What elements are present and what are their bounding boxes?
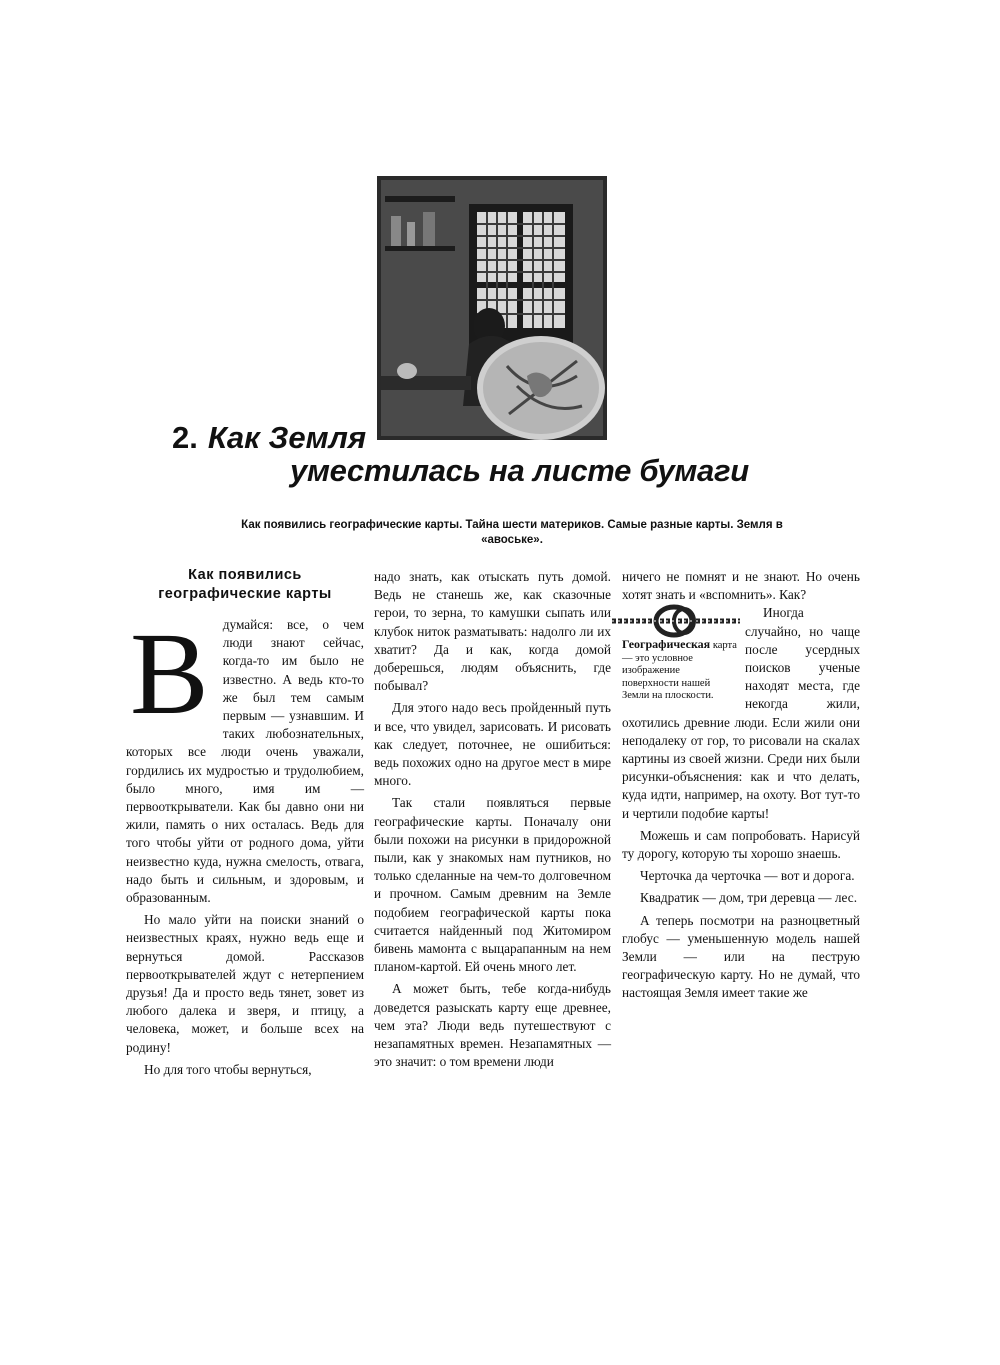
paragraph: Но для того чтобы вернуться, — [144, 1061, 312, 1077]
chapter-number: 2. — [172, 420, 198, 455]
chapter-title-part1: Как Земля — [207, 420, 367, 455]
paragraph: Квадратик — дом, три деревца — лес. — [640, 890, 858, 906]
definition-sidenote — [622, 604, 737, 703]
drop-cap: В — [130, 608, 209, 739]
chapter-subtitle: Как появились географические карты. Тайна шести материков. Самые разные карты. Земля в «авоське». — [241, 519, 783, 546]
sidenote-term: Географическая — [622, 637, 711, 652]
paragraph: Так стали появляться первые географические карты. Поначалу они были похожи на рисунки в придорожной пыли, как у знакомых нам путников, но только сделанные на чем-то долговечном и прочном. Самым древним на Земле подобием географической карты пока считается найденный под Житомиром бивень мамонта с выцарапанным на нем планом-картой. Ей очень много лет. — [374, 795, 611, 975]
paragraph: Иногда случайно, но чаще после усердных поисков ученые находят места, где некогда жили, охотились древние люди. Если жили они неподалеку от гор, то рисовали на скалах картины из своей жизни. Среди них были рисунки-объяснения: как и что делать, куда идти, например, на охоту. Вот тут-то и чертили подобие карты! — [622, 605, 860, 821]
sidenote-definition: карта — это условное изображение поверхности нашей Земли на плоскости. — [622, 640, 737, 702]
paragraph: А может быть, тебе когда-нибудь доведется разыскать карту еще древнее, чем эта? Люди ведь путешествуют с незапамятных времен. Незапамятных — это значит: о том времени люди — [374, 981, 611, 1070]
paragraph: Но мало уйти на поиски знаний о неизвестных краях, нужно ведь еще и вернуться домой. Рассказов первооткрывателей ждут с нетерпением друзья! Да и просто ведь тянет, зовет из любого далека и зверя, и птицу, а человека, может, и больше всех на родину! — [126, 912, 364, 1055]
paragraph: Черточка да черточка — вот и дорога. — [640, 868, 855, 884]
rope-knot-icon — [612, 604, 740, 638]
text-column-3 — [622, 568, 860, 1003]
paragraph: надо знать, как отыскать путь домой. Ведь не станешь же, как сказочные герои, то зерна, то камушки сыпать или клубок ниток разматывать: надолго ли их хватит? Да и как, когда домой доберешься, людям объяснить, где побывал? — [374, 569, 611, 694]
chapter-illustration — [377, 176, 607, 440]
paragraph: Можешь и сам попробовать. Нарисуй ту дорогу, которую ты хорошо знаешь. — [622, 827, 860, 862]
text-column-2 — [374, 568, 611, 1071]
chapter-title-line2: уместилась на листе бумаги — [290, 453, 749, 488]
section-heading: Как появились географические карты — [158, 567, 332, 602]
chapter-title-line1 — [172, 420, 366, 456]
paragraph: Для этого надо весь пройденный путь и все, что увидел, зарисовать. И рисовать как следует, поточнее, не ошибиться: ведь похожих одно на другое мест в мире много. — [374, 700, 611, 789]
text-column-1 — [126, 566, 364, 1079]
paragraph: ничего не помнят и не знают. Но очень хотят знать и «вспомнить». Как? — [622, 569, 860, 603]
paragraph: А теперь посмотри на разноцветный глобус — уменьшенную модель нашей Земли — или на пеструю географическую карту. Но не думай, что настоящая Земля имеет такие же — [622, 912, 860, 1001]
paragraph: думайся: все, о чем люди знают сейчас, когда-то им было не известно. А ведь кто-то же был тем самым первым — узнавшим. И таких любознательных, которых все люди очень уважали, гордились их мудростью и трудолюбием, было много, имя им — первооткрыватели. Как бы давно они ни жили, память о них осталась. Ведь для того чтобы уйти от родного дома, уйти неизвестно куда, нужна смелость, отвага, надо быть и сильным, и здоровым, и образованным. — [126, 617, 364, 906]
